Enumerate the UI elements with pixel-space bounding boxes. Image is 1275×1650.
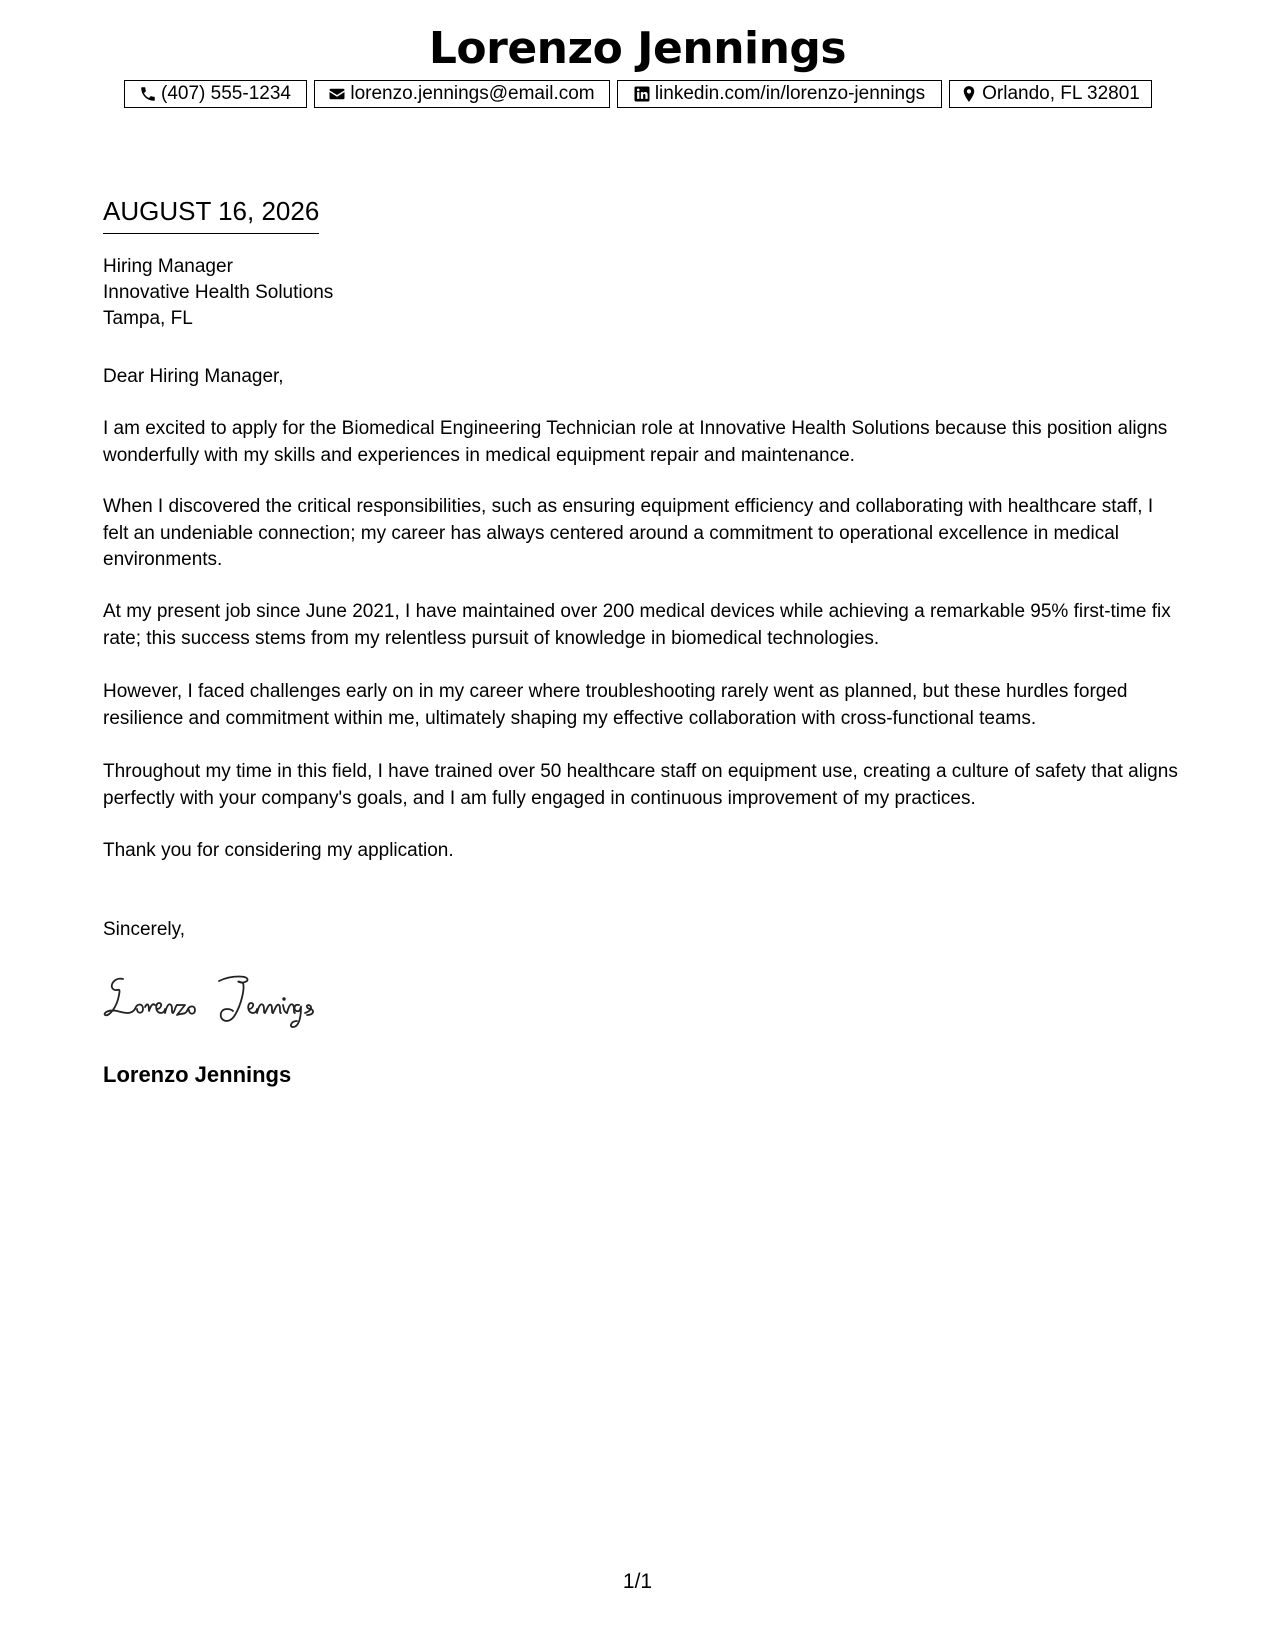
body-paragraph: I am excited to apply for the Biomedical Engineering Technician role at Innovative Health Solutions because this position aligns wonderfully with my skills and experiences in medical equipment repair and maintenance. bbox=[103, 418, 1168, 466]
body-paragraph: Throughout my time in this field, I have trained over 50 healthcare staff on equipment use, creating a culture of safety that aligns perfectly with your company's goals, and I am fully engaged in continuous improvement of my practices. bbox=[103, 761, 1178, 809]
letter-date: AUGUST 16, 2026 bbox=[103, 194, 319, 234]
body-paragraph: When I discovered the critical responsibilities, such as ensuring equipment efficiency and collaborating with healthcare staff, I felt an undeniable connection; my career has always centered around a commitment to operational excellence in medical environments. bbox=[103, 496, 1154, 570]
applicant-name: Lorenzo Jennings bbox=[428, 23, 847, 74]
contact-email-text: lorenzo.jennings@email.com bbox=[350, 83, 595, 104]
contact-linkedin-text: linkedin.com/in/lorenzo-jennings bbox=[654, 83, 926, 104]
closing: Sincerely, bbox=[103, 919, 186, 940]
salutation: Dear Hiring Manager, bbox=[103, 366, 284, 387]
signer-name: Lorenzo Jennings bbox=[103, 1062, 292, 1087]
contact-phone[interactable] bbox=[124, 80, 307, 108]
handwritten-signature bbox=[101, 965, 366, 1035]
body-paragraph: However, I faced challenges early on in my career where troubleshooting rarely went as planned, but these hurdles forged resilience and commitment within me, ultimately shaping my effective collaboration with cross-functional teams. bbox=[103, 681, 1128, 729]
contact-location-text: Orlando, FL 32801 bbox=[982, 83, 1140, 104]
linkedin-icon bbox=[633, 85, 651, 103]
recipient-block bbox=[103, 254, 333, 332]
body-paragraph: Thank you for considering my application. bbox=[103, 840, 454, 861]
contact-info-bar bbox=[0, 80, 1275, 108]
recipient-company: Innovative Health Solutions bbox=[103, 282, 334, 303]
recipient-title: Hiring Manager bbox=[103, 256, 233, 277]
phone-icon bbox=[139, 85, 157, 103]
contact-linkedin[interactable] bbox=[617, 80, 942, 108]
page-number: 1/1 bbox=[622, 1570, 653, 1593]
contact-location[interactable] bbox=[949, 80, 1152, 108]
contact-phone-text: (407) 555-1234 bbox=[161, 83, 291, 104]
recipient-location: Tampa, FL bbox=[103, 308, 193, 329]
contact-email[interactable] bbox=[314, 80, 610, 108]
envelope-icon bbox=[328, 85, 346, 103]
map-pin-icon bbox=[960, 85, 978, 103]
body-paragraph: At my present job since June 2021, I have maintained over 200 medical devices while achieving a remarkable 95% first-time fix rate; this success stems from my relentless pursuit of knowledge in biomedical technologies. bbox=[103, 601, 1171, 649]
